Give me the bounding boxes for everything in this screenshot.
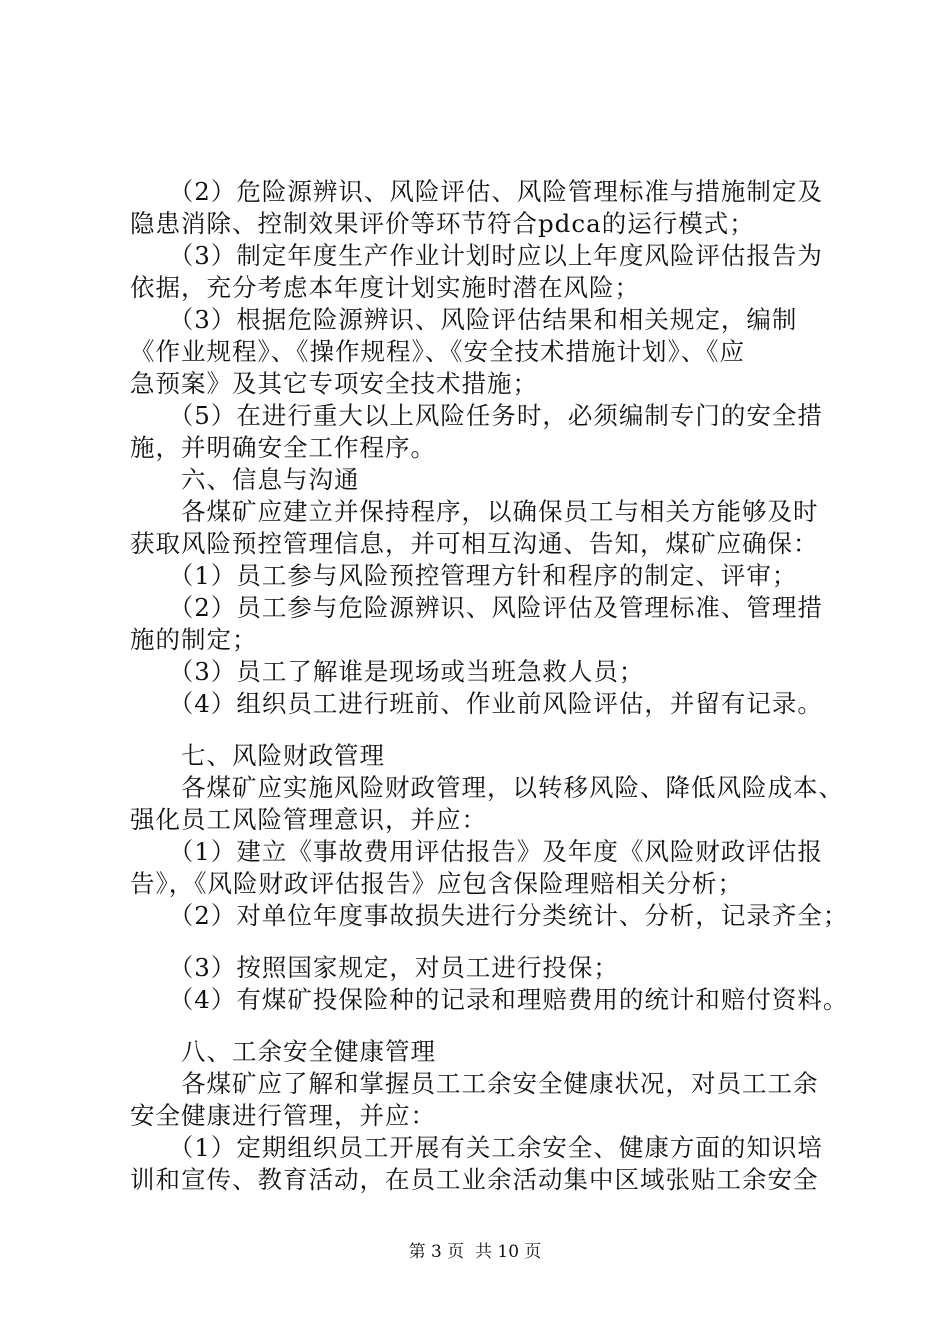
text-line: （2）对单位年度事故损失进行分类统计、分析，记录齐全； [130, 901, 849, 930]
page-number-footer: 第 3 页 共 10 页 [408, 1242, 542, 1262]
section-heading: 七、风险财政管理 [130, 741, 385, 770]
text-line: （3）制定年度生产作业计划时应以上年度风险评估报告为 [130, 241, 823, 270]
text-line: 《作业规程》、《操作规程》、《安全技术措施计划》、《应 [130, 337, 745, 366]
text-line: 强化员工风险管理意识，并应： [130, 805, 487, 834]
text-line: 获取风险预控管理信息，并可相互沟通、告知，煤矿应确保： [130, 529, 819, 558]
text-line: 依据，充分考虑本年度计划实施时潜在风险； [130, 273, 640, 302]
text-line: （3）按照国家规定，对员工进行投保； [130, 953, 619, 982]
section-heading: 八、工余安全健康管理 [130, 1037, 436, 1066]
text-line: 施，并明确安全工作程序。 [130, 433, 436, 462]
text-line: 安全健康进行管理，并应： [130, 1101, 436, 1130]
text-line: （2）危险源辨识、风险评估、风险管理标准与措施制定及 [130, 177, 823, 206]
text-line: 施的制定； [130, 625, 258, 654]
text-line: （4）有煤矿投保险种的记录和理赔费用的统计和赔付资料。 [130, 985, 849, 1014]
text-line: （3）员工了解谁是现场或当班急救人员； [130, 657, 645, 686]
section-heading: 六、信息与沟通 [130, 465, 360, 494]
text-line: 各煤矿应了解和掌握员工工余安全健康状况，对员工工余 [130, 1069, 819, 1098]
text-line: （1）定期组织员工开展有关工余安全、健康方面的知识培 [130, 1133, 823, 1162]
text-line: 各煤矿应建立并保持程序，以确保员工与相关方能够及时 [130, 497, 819, 526]
text-line: 告》，《风险财政评估报告》应包含保险理赔相关分析； [130, 869, 743, 898]
text-line: （1）员工参与风险预控管理方针和程序的制定、评审； [130, 561, 798, 590]
text-line: 急预案》及其它专项安全技术措施； [130, 369, 538, 398]
text-line: （3）根据危险源辨识、风险评估结果和相关规定，编制 [130, 305, 798, 334]
text-line: 各煤矿应实施风险财政管理，以转移风险、降低风险成本、 [130, 773, 844, 802]
text-line: （2）员工参与危险源辨识、风险评估及管理标准、管理措 [130, 593, 823, 622]
text-line: （4）组织员工进行班前、作业前风险评估，并留有记录。 [130, 689, 823, 718]
text-line: 训和宣传、教育活动，在员工业余活动集中区域张贴工余安全 [130, 1165, 819, 1194]
text-line: （1）建立《事故费用评估报告》及年度《风险财政评估报 [130, 837, 823, 866]
text-line: （5）在进行重大以上风险任务时，必须编制专门的安全措 [130, 401, 823, 430]
text-line: 隐患消除、控制效果评价等环节符合pdca的运行模式； [130, 209, 755, 238]
